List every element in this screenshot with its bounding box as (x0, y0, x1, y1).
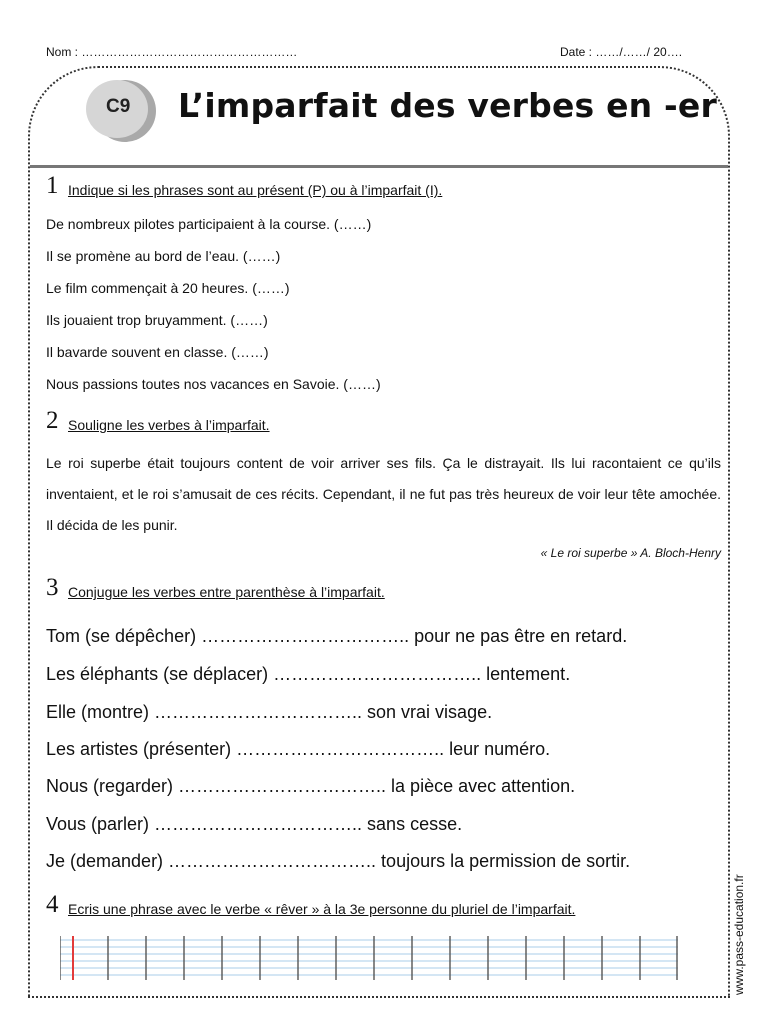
exercise-3-line: Je (demander) …………………………….. toujours la permission de sortir. (46, 851, 631, 871)
exercise-1-line: Ils jouaient trop bruyamment. (……) (46, 312, 268, 328)
exercise-1-number: 1 (46, 172, 59, 199)
exercise-3-number: 3 (46, 574, 59, 601)
title-separator (30, 165, 728, 168)
writing-area-vertical-lines (60, 936, 677, 980)
exercise-3-line: Les artistes (présenter) …………………………….. leur numéro. (46, 739, 551, 759)
exercise-3-line: Vous (parler) …………………………….. sans cesse. (46, 814, 463, 834)
exercise-3-line: Les éléphants (se déplacer) …………………………….. lentement. (46, 664, 571, 684)
exercise-1-instruction: Indique si les phrases sont au présent (P) ou à l’imparfait (I). (68, 182, 443, 198)
exercise-3-instruction: Conjugue les verbes entre parenthèse à l’imparfait. (68, 584, 385, 600)
exercise-1-line: Le film commençait à 20 heures. (……) (46, 280, 290, 296)
exercise-4-number: 4 (46, 891, 59, 918)
site-credit: www.pass-education.fr (732, 874, 746, 995)
exercise-2-text: Le roi superbe était toujours content de voir arriver ses fils. Ça le distrayait. Ils lui racontaient ce qu’ils inventaient, et le roi s’amusait de ces récits. Cependant, il ne fut pas très heureux de voir leur tête amochée. Il décida de les punir. (46, 455, 721, 533)
exercise-2-instruction: Souligne les verbes à l’imparfait. (68, 417, 270, 433)
exercise-1-line: Il se promène au bord de l’eau. (……) (46, 248, 281, 264)
name-field-label: Nom : ……………………………………………… (46, 45, 298, 59)
writing-lines[interactable] (60, 936, 678, 980)
page-title: L’imparfait des verbes en -er (178, 86, 717, 125)
exercise-1-line: Nous passions toutes nos vacances en Savoie. (……) (46, 376, 381, 392)
writing-area-horizontal-lines (60, 940, 678, 975)
exercise-1-line: De nombreux pilotes participaient à la course. (……) (46, 216, 372, 232)
exercise-3-line: Nous (regarder) …………………………….. la pièce avec attention. (46, 776, 576, 796)
lesson-code: C9 (106, 96, 131, 117)
date-field-label: Date : ……/……/ 20…. (560, 45, 683, 59)
exercise-3-line: Tom (se dépêcher) …………………………….. pour ne pas être en retard. (46, 626, 628, 646)
exercise-4-instruction: Ecris une phrase avec le verbe « rêver » à la 3e personne du pluriel de l’imparfait. (68, 901, 576, 917)
exercise-2-number: 2 (46, 407, 59, 434)
exercise-1-line: Il bavarde souvent en classe. (……) (46, 344, 269, 360)
exercise-3-line: Elle (montre) …………………………….. son vrai visage. (46, 702, 493, 722)
exercise-2-citation: « Le roi superbe » A. Bloch-Henry (540, 546, 721, 560)
